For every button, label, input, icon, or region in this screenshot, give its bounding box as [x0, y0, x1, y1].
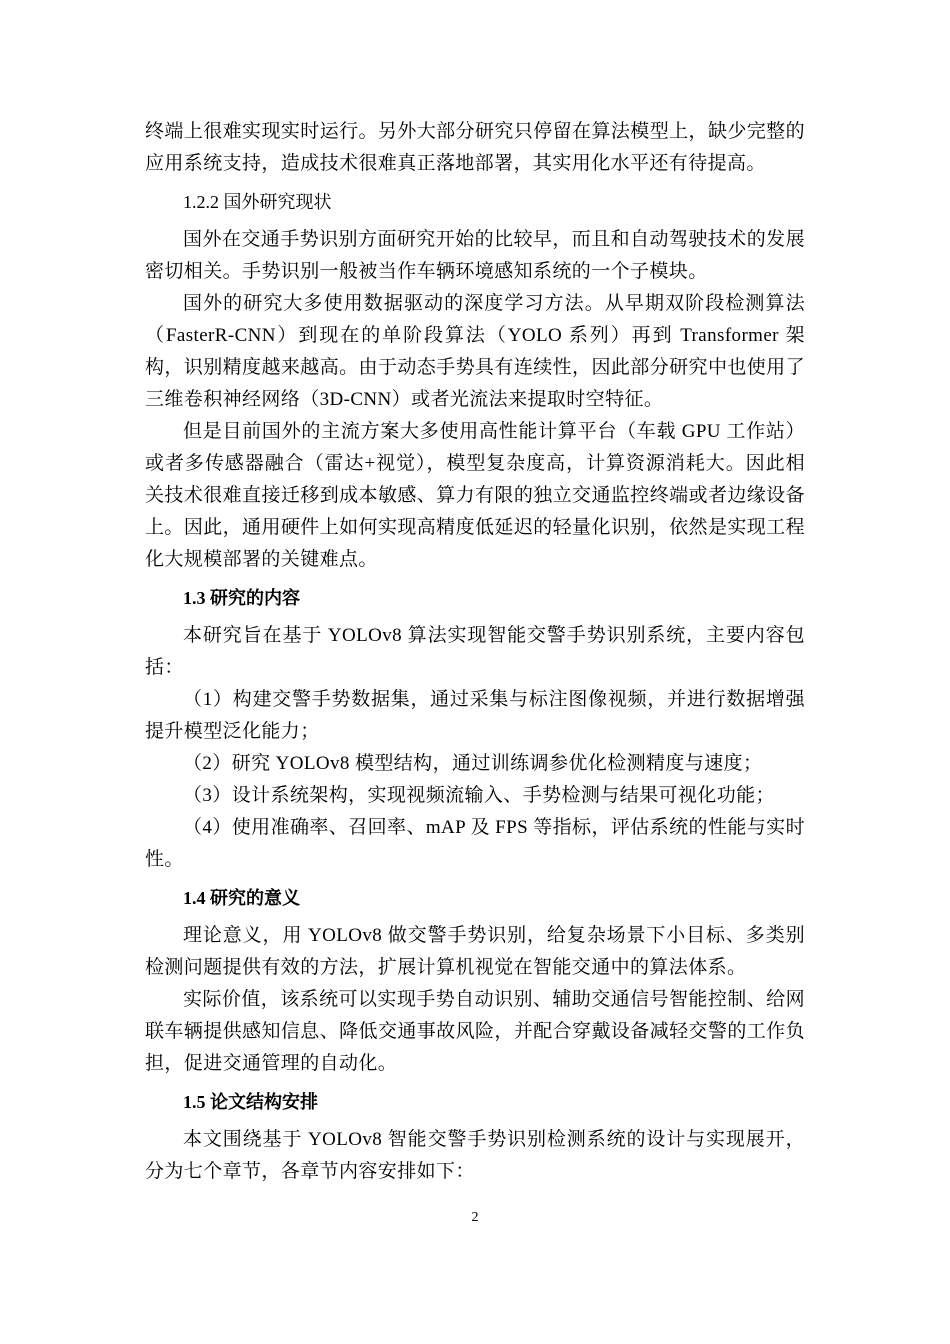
document-body [145, 116, 805, 1188]
paragraph: 理论意义，用 YOLOv8 做交警手势识别，给复杂场景下小目标、多类别检测问题提供有效的方法，扩展计算机视觉在智能交通中的算法体系。 [145, 925, 805, 978]
section-heading-1-3: 1.3 研究的内容 [183, 588, 300, 608]
list-item: （1）构建交警手势数据集，通过采集与标注图像视频，并进行数据增强提升模型泛化能力； [145, 689, 805, 742]
section-heading-1-5: 1.5 论文结构安排 [183, 1092, 318, 1112]
section-heading-1-4: 1.4 研究的意义 [183, 888, 300, 908]
paragraph: 国外在交通手势识别方面研究开始的比较早，而且和自动驾驶技术的发展密切相关。手势识别一般被当作车辆环境感知系统的一个子模块。 [145, 229, 805, 282]
list-item: （2）研究 YOLOv8 模型结构，通过训练调参优化检测精度与速度； [183, 753, 763, 774]
paragraph: 本文围绕基于 YOLOv8 智能交警手势识别检测系统的设计与实现展开，分为七个章节，各章节内容安排如下： [145, 1129, 805, 1182]
paragraph: 实际价值，该系统可以实现手势自动识别、辅助交通信号智能控制、给网联车辆提供感知信息、降低交通事故风险，并配合穿戴设备减轻交警的工作负担，促进交通管理的自动化。 [145, 989, 805, 1074]
paragraph: 但是目前国外的主流方案大多使用高性能计算平台（车载 GPU 工作站）或者多传感器融合（雷达+视觉），模型复杂度高，计算资源消耗大。因此相关技术很难直接迁移到成本敏感、算力有限的独立交通监控终端或者边缘设备上。因此，通用硬件上如何实现高精度低延迟的轻量化识别，依然是实现工程化大规模部署的关键难点。 [145, 421, 805, 570]
list-item: （4）使用准确率、召回率、mAP 及 FPS 等指标，评估系统的性能与实时性。 [145, 817, 805, 870]
list-item: （3）设计系统架构，实现视频流输入、手势检测与结果可视化功能； [183, 785, 775, 806]
paragraph: 终端上很难实现实时运行。另外大部分研究只停留在算法模型上，缺少完整的应用系统支持，造成技术很难真正落地部署，其实用化水平还有待提高。 [145, 121, 805, 174]
paragraph: 国外的研究大多使用数据驱动的深度学习方法。从早期双阶段检测算法（FasterR-CNN）到现在的单阶段算法（YOLO 系列）再到 Transformer 架构，识别精度越来越高。由于动态手势具有连续性，因此部分研究中也使用了三维卷积神经网络（3D-CNN）或者光流法来提取时空特征。 [145, 293, 805, 410]
subsection-heading-1-2-2: 1.2.2 国外研究现状 [183, 192, 332, 212]
paragraph: 本研究旨在基于 YOLOv8 算法实现智能交警手势识别系统，主要内容包括： [145, 625, 805, 678]
page-number: 2 [471, 1210, 479, 1225]
